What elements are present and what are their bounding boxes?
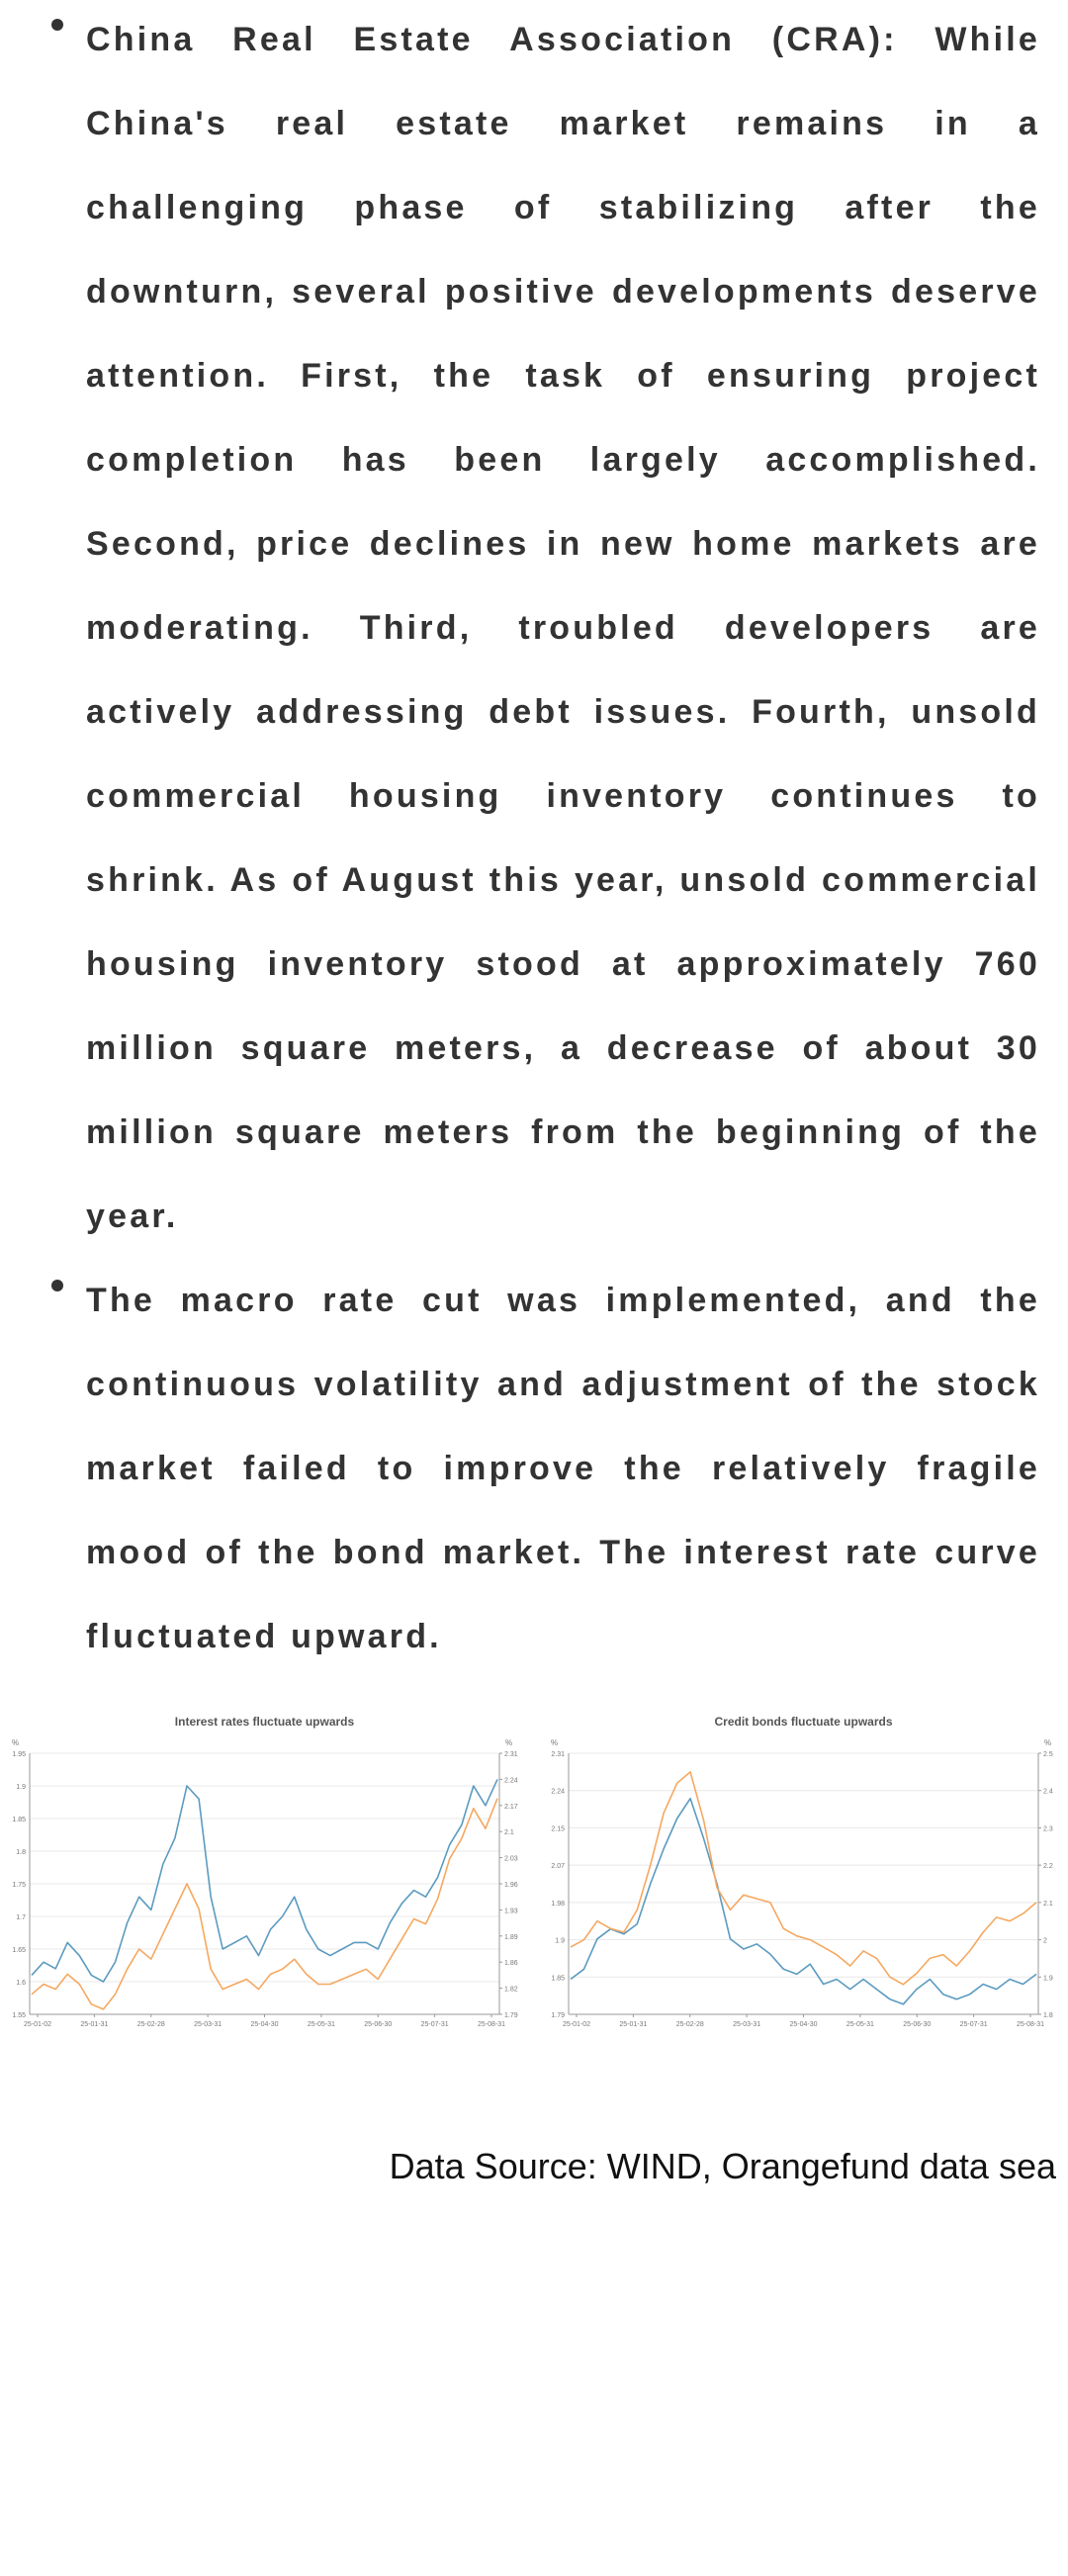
y-right-tick-label: 2.24 — [504, 1777, 518, 1785]
series-line-0 — [32, 1779, 497, 1982]
bullet-dot — [51, 1280, 63, 1291]
x-tick-label: 25-08-31 — [477, 2021, 506, 2028]
x-tick-label: 25-02-28 — [675, 2021, 704, 2028]
y-left-tick-label: 1.85 — [551, 1975, 565, 1983]
x-tick-label: 25-03-31 — [733, 2021, 761, 2028]
x-tick-label: 25-05-31 — [307, 2021, 335, 2028]
y-right-tick-label: 1.8 — [1043, 2012, 1053, 2019]
left-axis-unit: % — [551, 1738, 559, 1747]
y-right-tick-label: 1.96 — [504, 1882, 518, 1889]
y-left-tick-label: 1.65 — [12, 1947, 26, 1954]
y-left-tick-label: 1.55 — [12, 2012, 26, 2019]
y-right-tick-label: 2.1 — [1043, 1900, 1053, 1908]
bullet-text-cra: China Real Estate Association (CRA): While China's real estate market remains in a challenging phase of stabilizing after the downturn, several positive developments deserve attention. First, the task of ensuring project completion has been largely accomplished. Second, price declines in new home markets are moderating. Third, troubled developers are actively addressing debt issues. Fourth, unsold commercial housing inventory continues to shrink. As of August this year, unsold commercial housing inventory stood at approximately 760 million square meters, a decrease of about 30 million square meters from the beginning of the year. — [86, 21, 1040, 1235]
chart-title: Credit bonds fluctuate upwards — [714, 1715, 893, 1729]
credit-bonds-chart — [539, 1706, 1068, 2042]
y-left-tick-label: 2.15 — [551, 1825, 565, 1833]
y-left-tick-label: 2.24 — [551, 1788, 565, 1796]
x-tick-label: 25-06-30 — [903, 2021, 932, 2028]
bullet-list — [40, 0, 1040, 1679]
y-right-tick-label: 1.89 — [504, 1933, 518, 1941]
x-tick-label: 25-06-30 — [364, 2021, 393, 2028]
x-tick-label: 25-01-02 — [562, 2021, 591, 2028]
y-left-tick-label: 1.7 — [16, 1914, 26, 1921]
y-right-tick-label: 2.03 — [504, 1855, 518, 1863]
data-source-caption: Data Source: WIND, Orangefund data sea — [389, 2146, 1056, 2186]
right-axis-unit: % — [505, 1738, 513, 1747]
x-tick-label: 25-03-31 — [194, 2021, 222, 2028]
x-tick-label: 25-08-31 — [1016, 2021, 1045, 2028]
bullet-item-rates — [40, 1259, 1040, 1679]
y-left-tick-label: 1.75 — [12, 1882, 26, 1889]
y-left-tick-label: 1.85 — [12, 1817, 26, 1823]
y-left-tick-label: 1.9 — [555, 1937, 565, 1945]
y-right-tick-label: 1.93 — [504, 1908, 518, 1915]
chart-title: Interest rates fluctuate upwards — [174, 1715, 355, 1729]
x-tick-label: 25-05-31 — [846, 2021, 874, 2028]
x-tick-label: 25-04-30 — [250, 2021, 279, 2028]
series-line-1 — [571, 1772, 1036, 1985]
y-right-tick-label: 1.86 — [504, 1960, 518, 1968]
y-right-tick-label: 2.17 — [504, 1803, 518, 1811]
charts-row — [0, 1706, 1068, 2042]
left-axis-unit: % — [12, 1738, 20, 1747]
x-tick-label: 25-01-02 — [23, 2021, 52, 2028]
y-right-tick-label: 1.9 — [1043, 1975, 1053, 1983]
series-line-1 — [32, 1799, 497, 2009]
y-left-tick-label: 1.6 — [16, 1980, 26, 1987]
y-right-tick-label: 1.82 — [504, 1986, 518, 1994]
y-left-tick-label: 1.95 — [12, 1751, 26, 1758]
y-left-tick-label: 2.07 — [551, 1863, 565, 1871]
x-tick-label: 25-01-31 — [80, 2021, 109, 2028]
y-left-tick-label: 1.79 — [551, 2012, 565, 2019]
interest-rates-chart — [0, 1706, 529, 2042]
y-right-tick-label: 2.1 — [504, 1829, 514, 1837]
y-left-tick-label: 1.8 — [16, 1849, 26, 1856]
bullet-dot — [51, 19, 63, 31]
y-right-tick-label: 2 — [1043, 1937, 1047, 1945]
x-tick-label: 25-07-31 — [959, 2021, 988, 2028]
y-right-tick-label: 1.79 — [504, 2012, 518, 2019]
y-left-tick-label: 2.31 — [551, 1751, 565, 1758]
bullet-item-cra — [40, 0, 1040, 1259]
y-right-tick-label: 2.4 — [1043, 1788, 1053, 1796]
x-tick-label: 25-04-30 — [789, 2021, 818, 2028]
y-left-tick-label: 1.9 — [16, 1784, 26, 1791]
y-right-tick-label: 2.2 — [1043, 1863, 1053, 1871]
x-tick-label: 25-02-28 — [136, 2021, 165, 2028]
bullet-text-rates: The macro rate cut was implemented, and the continuous volatility and adjustment of the stock market failed to improve the relatively fragile mood of the bond market. The interest rate curve fluctuated upward. — [86, 1282, 1040, 1655]
y-left-tick-label: 1.98 — [551, 1900, 565, 1908]
x-tick-label: 25-01-31 — [619, 2021, 648, 2028]
right-axis-unit: % — [1044, 1738, 1052, 1747]
y-right-tick-label: 2.3 — [1043, 1825, 1053, 1833]
y-right-tick-label: 2.31 — [504, 1751, 518, 1758]
x-tick-label: 25-07-31 — [420, 2021, 449, 2028]
y-right-tick-label: 2.5 — [1043, 1751, 1053, 1758]
